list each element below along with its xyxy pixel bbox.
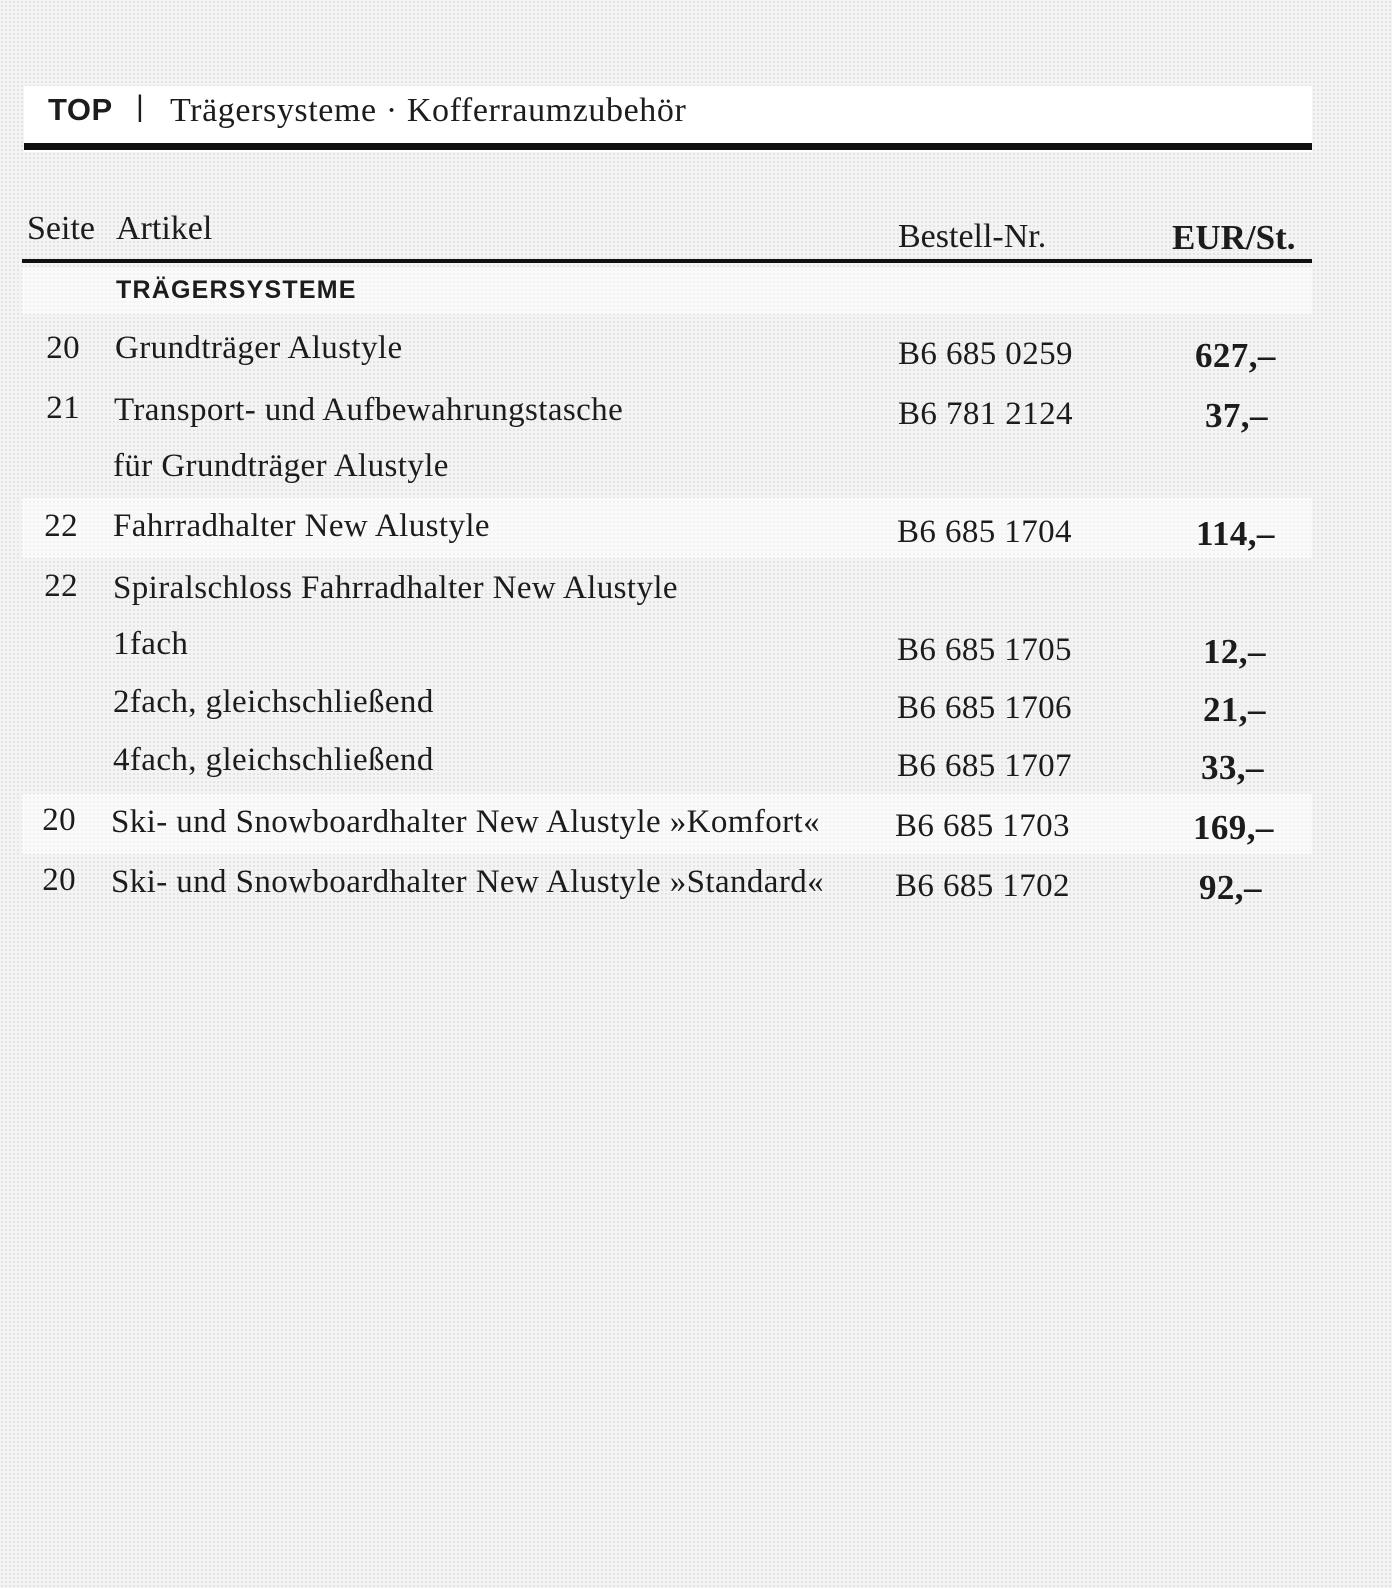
header-separator: | [136, 90, 144, 123]
row-seite: 22 [44, 568, 78, 604]
row-artikel: Spiralschloss Fahrradhalter New Alustyle [113, 570, 678, 606]
row-preis: 169,– [1193, 808, 1274, 847]
column-header-artikel: Artikel [116, 210, 213, 247]
row-artikel: 4fach, gleichschließend [113, 742, 434, 778]
row-bestell: B6 781 2124 [898, 396, 1073, 432]
row-artikel: 2fach, gleichschließend [113, 684, 434, 720]
row-seite: 20 [42, 802, 76, 838]
row-preis: 92,– [1199, 868, 1262, 907]
column-header-seite: Seite [27, 210, 95, 247]
row-bestell: B6 685 0259 [898, 336, 1073, 372]
column-header-rule [22, 259, 1312, 263]
row-preis: 33,– [1201, 748, 1264, 787]
row-seite: 21 [46, 390, 80, 426]
page-title: Trägersysteme · Kofferraumzubehör [170, 92, 687, 129]
row-preis: 37,– [1205, 396, 1268, 435]
row-bestell: B6 685 1703 [895, 808, 1070, 844]
section-title: TRÄGERSYSTEME [116, 276, 357, 304]
row-artikel: Transport- und Aufbewahrungstasche [114, 392, 624, 428]
row-artikel: Fahrradhalter New Alustyle [113, 508, 490, 544]
row-preis: 12,– [1203, 632, 1266, 671]
column-header-bestell: Bestell-Nr. [898, 218, 1047, 255]
row-seite: 20 [46, 330, 80, 366]
row-artikel: Ski- und Snowboardhalter New Alustyle »Komfort« [111, 804, 820, 840]
row-seite: 22 [44, 508, 78, 544]
row-preis: 21,– [1203, 690, 1266, 729]
row-artikel: Ski- und Snowboardhalter New Alustyle »Standard« [111, 864, 825, 900]
header-rule [24, 143, 1312, 150]
row-artikel: für Grundträger Alustyle [113, 448, 449, 484]
column-header-eur: EUR/St. [1172, 218, 1296, 257]
row-bestell: B6 685 1704 [897, 514, 1072, 550]
top-label: TOP [48, 92, 113, 127]
row-seite: 20 [42, 862, 76, 898]
row-bestell: B6 685 1706 [897, 690, 1072, 726]
row-bestell: B6 685 1702 [895, 868, 1070, 904]
row-bestell: B6 685 1705 [897, 632, 1072, 668]
row-preis: 114,– [1196, 514, 1275, 553]
row-artikel: Grundträger Alustyle [115, 330, 403, 366]
row-bestell: B6 685 1707 [897, 748, 1072, 784]
row-preis: 627,– [1195, 336, 1276, 375]
row-artikel: 1fach [113, 626, 189, 662]
